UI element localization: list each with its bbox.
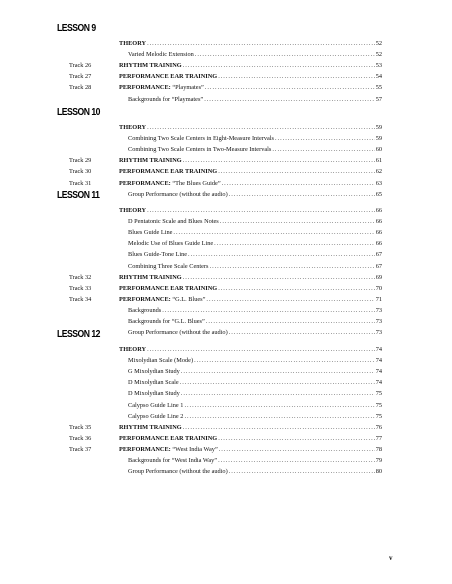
dot-leader [229,327,375,338]
toc-entry[interactable] [0,144,452,155]
dot-leader [181,388,375,399]
page-number: 79 [375,457,382,464]
entry-line [128,249,382,260]
entry-title-main: Backgrounds for “G.L. Blues” [128,318,205,325]
entry-title [128,94,204,105]
entry-title-main: PERFORMANCE EAR TRAINING [119,434,218,442]
dot-leader [272,144,374,155]
entry-line [119,178,382,189]
entry-title-main: PERFORMANCE: [119,295,171,303]
entry-line [128,316,382,327]
page-number: 59 [375,135,382,143]
dot-leader [204,94,375,105]
entry-title-main: Varied Melodic Extension [128,51,194,59]
page-number: 60 [375,146,382,154]
entry-line [128,261,382,272]
entry-title [128,455,218,466]
entry-line [119,71,382,82]
toc-entry[interactable] [0,433,452,444]
dot-leader [147,205,375,216]
track-number: Track 27 [69,73,92,81]
page-number: 70 [375,284,382,292]
entry-line [128,366,382,377]
dot-leader [195,49,375,60]
page-number: 76 [375,423,382,431]
entry-line [119,283,382,294]
entry-title-main: PERFORMANCE: [119,445,171,453]
entry-title [119,433,218,444]
entry-line [119,433,382,444]
entry-title [128,238,214,249]
dot-leader [194,355,375,366]
entry-title-main: Backgrounds [128,306,162,314]
entry-title-main: Blues Guide Line [128,229,173,237]
entry-title [128,355,194,366]
entry-title-main: Blues Guide-Tone Line [128,251,188,259]
toc-entry[interactable] [0,377,452,388]
page-number: 53 [375,62,382,70]
entry-title-song: “Playmates” [170,84,204,92]
entry-title [119,283,218,294]
track-number: Track 35 [69,423,92,431]
dot-leader [147,38,375,49]
entry-title [119,272,183,283]
toc-entry[interactable] [0,272,452,283]
toc-entry[interactable] [0,455,452,466]
track-number: Track 37 [69,445,92,453]
entry-line [119,272,382,283]
page-number: 78 [375,445,382,453]
page-number: 80 [375,468,382,476]
dot-leader [220,216,375,227]
entry-title-main: D Mixolydian Scale [128,379,179,387]
entry-title-main: Group Performance (without the audio) [128,190,228,198]
toc-entry[interactable] [0,227,452,238]
entry-line [128,133,382,144]
dot-leader [214,238,375,249]
dot-leader [173,227,374,238]
entry-title-main: THEORY [119,40,147,47]
entry-line [119,38,382,49]
track-number: Track 33 [69,284,92,292]
entry-line [119,294,382,305]
entry-title [128,388,181,399]
toc-entry[interactable] [0,205,452,216]
entry-title [119,205,147,216]
track-number: Track 34 [69,295,92,303]
toc-entry[interactable] [0,216,452,227]
entry-title-main: PERFORMANCE EAR TRAINING [119,284,218,292]
entry-title [128,216,220,227]
toc-entry[interactable] [0,400,452,411]
entry-title-main: Backgrounds for “West India Way” [128,457,218,464]
dot-leader [183,422,375,433]
page-folio: v [389,554,393,562]
entry-title [128,133,275,144]
page-number: 73 [375,329,382,337]
entry-title-main: Melodic Use of Blues Guide Line [128,240,214,248]
toc-entry[interactable] [0,305,452,316]
entry-title [128,327,229,338]
toc-entry[interactable] [0,38,452,49]
entry-title-main: D Pentatonic Scale and Blues Notes [128,218,219,226]
entry-line [128,355,382,366]
entry-line [119,444,382,455]
toc-entry[interactable] [0,94,452,105]
track-number: Track 29 [69,157,92,165]
toc-entry[interactable] [0,294,452,305]
dot-leader [229,466,375,477]
entry-title [128,366,181,377]
lesson-heading: LESSON 9 [57,22,96,34]
lesson-heading: LESSON 11 [57,189,100,201]
entry-title-main: Combining Two Scale Centers in Two-Measure Intervals [128,146,272,154]
entry-title [128,249,188,260]
page-number: 71 [375,295,382,303]
dot-leader [162,305,374,316]
entry-title-main: PERFORMANCE EAR TRAINING [119,73,218,81]
entry-line [128,49,382,60]
dot-leader [183,60,375,71]
track-number: Track 36 [69,434,92,442]
dot-leader [206,316,375,327]
entry-title-main: RHYTHM TRAINING [119,273,182,281]
dot-leader [205,82,375,93]
toc-entry[interactable] [0,422,452,433]
entry-title [119,155,183,166]
entry-title [128,261,210,272]
dot-leader [218,433,375,444]
dot-leader [183,155,375,166]
page-number: 66 [375,240,382,248]
entry-line [128,411,382,422]
entry-title-main: Calypso Guide Line 1 [128,401,184,409]
entry-line [128,455,382,466]
dot-leader [180,377,375,388]
page-number: 73 [375,318,382,325]
entry-line [119,422,382,433]
page-number: 75 [375,401,382,409]
entry-title-main: PERFORMANCE: [119,84,171,92]
entry-title [128,466,229,477]
dot-leader [222,178,375,189]
page-number: 52 [375,40,382,47]
entry-title [119,294,206,305]
page-number: 67 [375,262,382,270]
entry-title-main: THEORY [119,207,147,214]
page-number: 74 [375,368,382,376]
entry-line [128,227,382,238]
toc-entry[interactable] [0,82,452,93]
entry-title-main: PERFORMANCE EAR TRAINING [119,168,218,176]
page-number: 59 [375,124,382,131]
page-number: 74 [375,346,382,353]
entry-title [119,178,222,189]
entry-line [128,388,382,399]
entry-title-main: Combining Two Scale Centers in Eight-Measure Intervals [128,135,274,143]
entry-title-main: Mixolydian Scale (Mode) [128,357,194,365]
toc-entry[interactable] [0,166,452,177]
entry-title [128,377,180,388]
entry-title [119,38,147,49]
toc-entry[interactable] [0,238,452,249]
toc-entry[interactable] [0,155,452,166]
dot-leader [147,344,375,355]
track-number: Track 28 [69,84,92,92]
toc-entry[interactable] [0,411,452,422]
toc-entry[interactable] [0,444,452,455]
dot-leader [181,366,375,377]
page-number: 55 [375,84,382,92]
page-number: 66 [375,229,382,237]
entry-line [119,155,382,166]
page-number: 63 [375,179,382,187]
entry-title-main: RHYTHM TRAINING [119,62,182,70]
dot-leader [206,294,374,305]
entry-title [119,60,183,71]
entry-line [119,344,382,355]
page-number: 54 [375,73,382,81]
dot-leader [219,444,375,455]
entry-title [119,344,147,355]
entry-title [128,144,272,155]
track-number: Track 32 [69,273,92,281]
entry-title-main: RHYTHM TRAINING [119,423,182,431]
page-number: 74 [375,357,382,365]
toc-entry[interactable] [0,49,452,60]
toc-entry[interactable] [0,466,452,477]
dot-leader [218,71,375,82]
entry-line [119,122,382,133]
entry-title [119,71,218,82]
toc-entry[interactable] [0,344,452,355]
entry-title-main: THEORY [119,124,147,131]
dot-leader [184,411,374,422]
page-number: 52 [375,51,382,59]
entry-title-main: Calypso Guide Line 2 [128,412,184,420]
page-number: 66 [375,218,382,226]
toc-entry[interactable] [0,249,452,260]
toc-entry[interactable] [0,133,452,144]
entry-title [119,122,147,133]
entry-title-main: THEORY [119,346,147,353]
entry-line [128,144,382,155]
page-number: 73 [375,306,382,314]
entry-title [128,411,184,422]
entry-title [128,227,173,238]
toc-entry[interactable] [0,388,452,399]
toc-entry[interactable] [0,261,452,272]
dot-leader [229,189,375,200]
entry-title [119,422,183,433]
dot-leader [184,400,374,411]
entry-title-main: PERFORMANCE: [119,179,171,187]
toc-entry[interactable] [0,355,452,366]
entry-title-main: D Mixolydian Study [128,390,180,398]
entry-title [128,400,184,411]
entry-title-main: G Mixolydian Study [128,368,180,376]
toc-entry[interactable] [0,283,452,294]
toc-entry[interactable] [0,316,452,327]
entry-title [128,305,162,316]
entry-line [128,238,382,249]
entry-line [128,305,382,316]
entry-title [128,189,229,200]
entry-line [128,94,382,105]
track-number: Track 26 [69,62,92,70]
entry-line [128,189,382,200]
page-number: 66 [375,207,382,214]
entry-line [128,400,382,411]
page-number: 65 [375,190,382,198]
dot-leader [188,249,375,260]
entry-line [119,82,382,93]
entry-line [128,216,382,227]
entry-title [128,316,206,327]
page-number: 75 [375,412,382,420]
dot-leader [275,133,375,144]
dot-leader [183,272,375,283]
page-number: 77 [375,434,382,442]
dot-leader [147,122,375,133]
entry-title [128,49,195,60]
page-number: 62 [375,168,382,176]
entry-title-song: “The Blues Guide” [170,179,221,187]
entry-title [119,444,219,455]
dot-leader [218,166,375,177]
page-number: 67 [375,251,382,259]
page-number: 57 [375,95,382,103]
toc-entry[interactable] [0,178,452,189]
entry-title-song: “West India Way” [170,445,218,453]
dot-leader [218,283,375,294]
entry-title [119,166,218,177]
toc-entry[interactable] [0,366,452,377]
entry-title-song: “G.L. Blues” [170,295,206,303]
entry-title-main: Backgrounds for “Playmates” [128,95,204,103]
toc-entry[interactable] [0,71,452,82]
page-number: 69 [375,273,382,281]
entry-title-main: RHYTHM TRAINING [119,157,182,165]
entry-title [119,82,205,93]
dot-leader [210,261,375,272]
entry-line [119,205,382,216]
entry-line [119,60,382,71]
entry-title-main: Group Performance (without the audio) [128,468,228,476]
page-number: 74 [375,379,382,387]
dot-leader [218,455,375,466]
toc-entry[interactable] [0,60,452,71]
lesson-heading: LESSON 10 [57,106,100,118]
entry-line [128,327,382,338]
entry-line [128,466,382,477]
entry-line [119,166,382,177]
entry-title-main: Group Performance (without the audio) [128,329,228,337]
lesson-heading: LESSON 12 [57,328,100,340]
track-number: Track 31 [69,179,92,187]
page-number: 75 [375,390,382,398]
entry-title-main: Combining Three Scale Centers [128,262,209,270]
toc-entry[interactable] [0,122,452,133]
track-number: Track 30 [69,168,92,176]
page-number: 61 [375,157,382,165]
entry-line [128,377,382,388]
